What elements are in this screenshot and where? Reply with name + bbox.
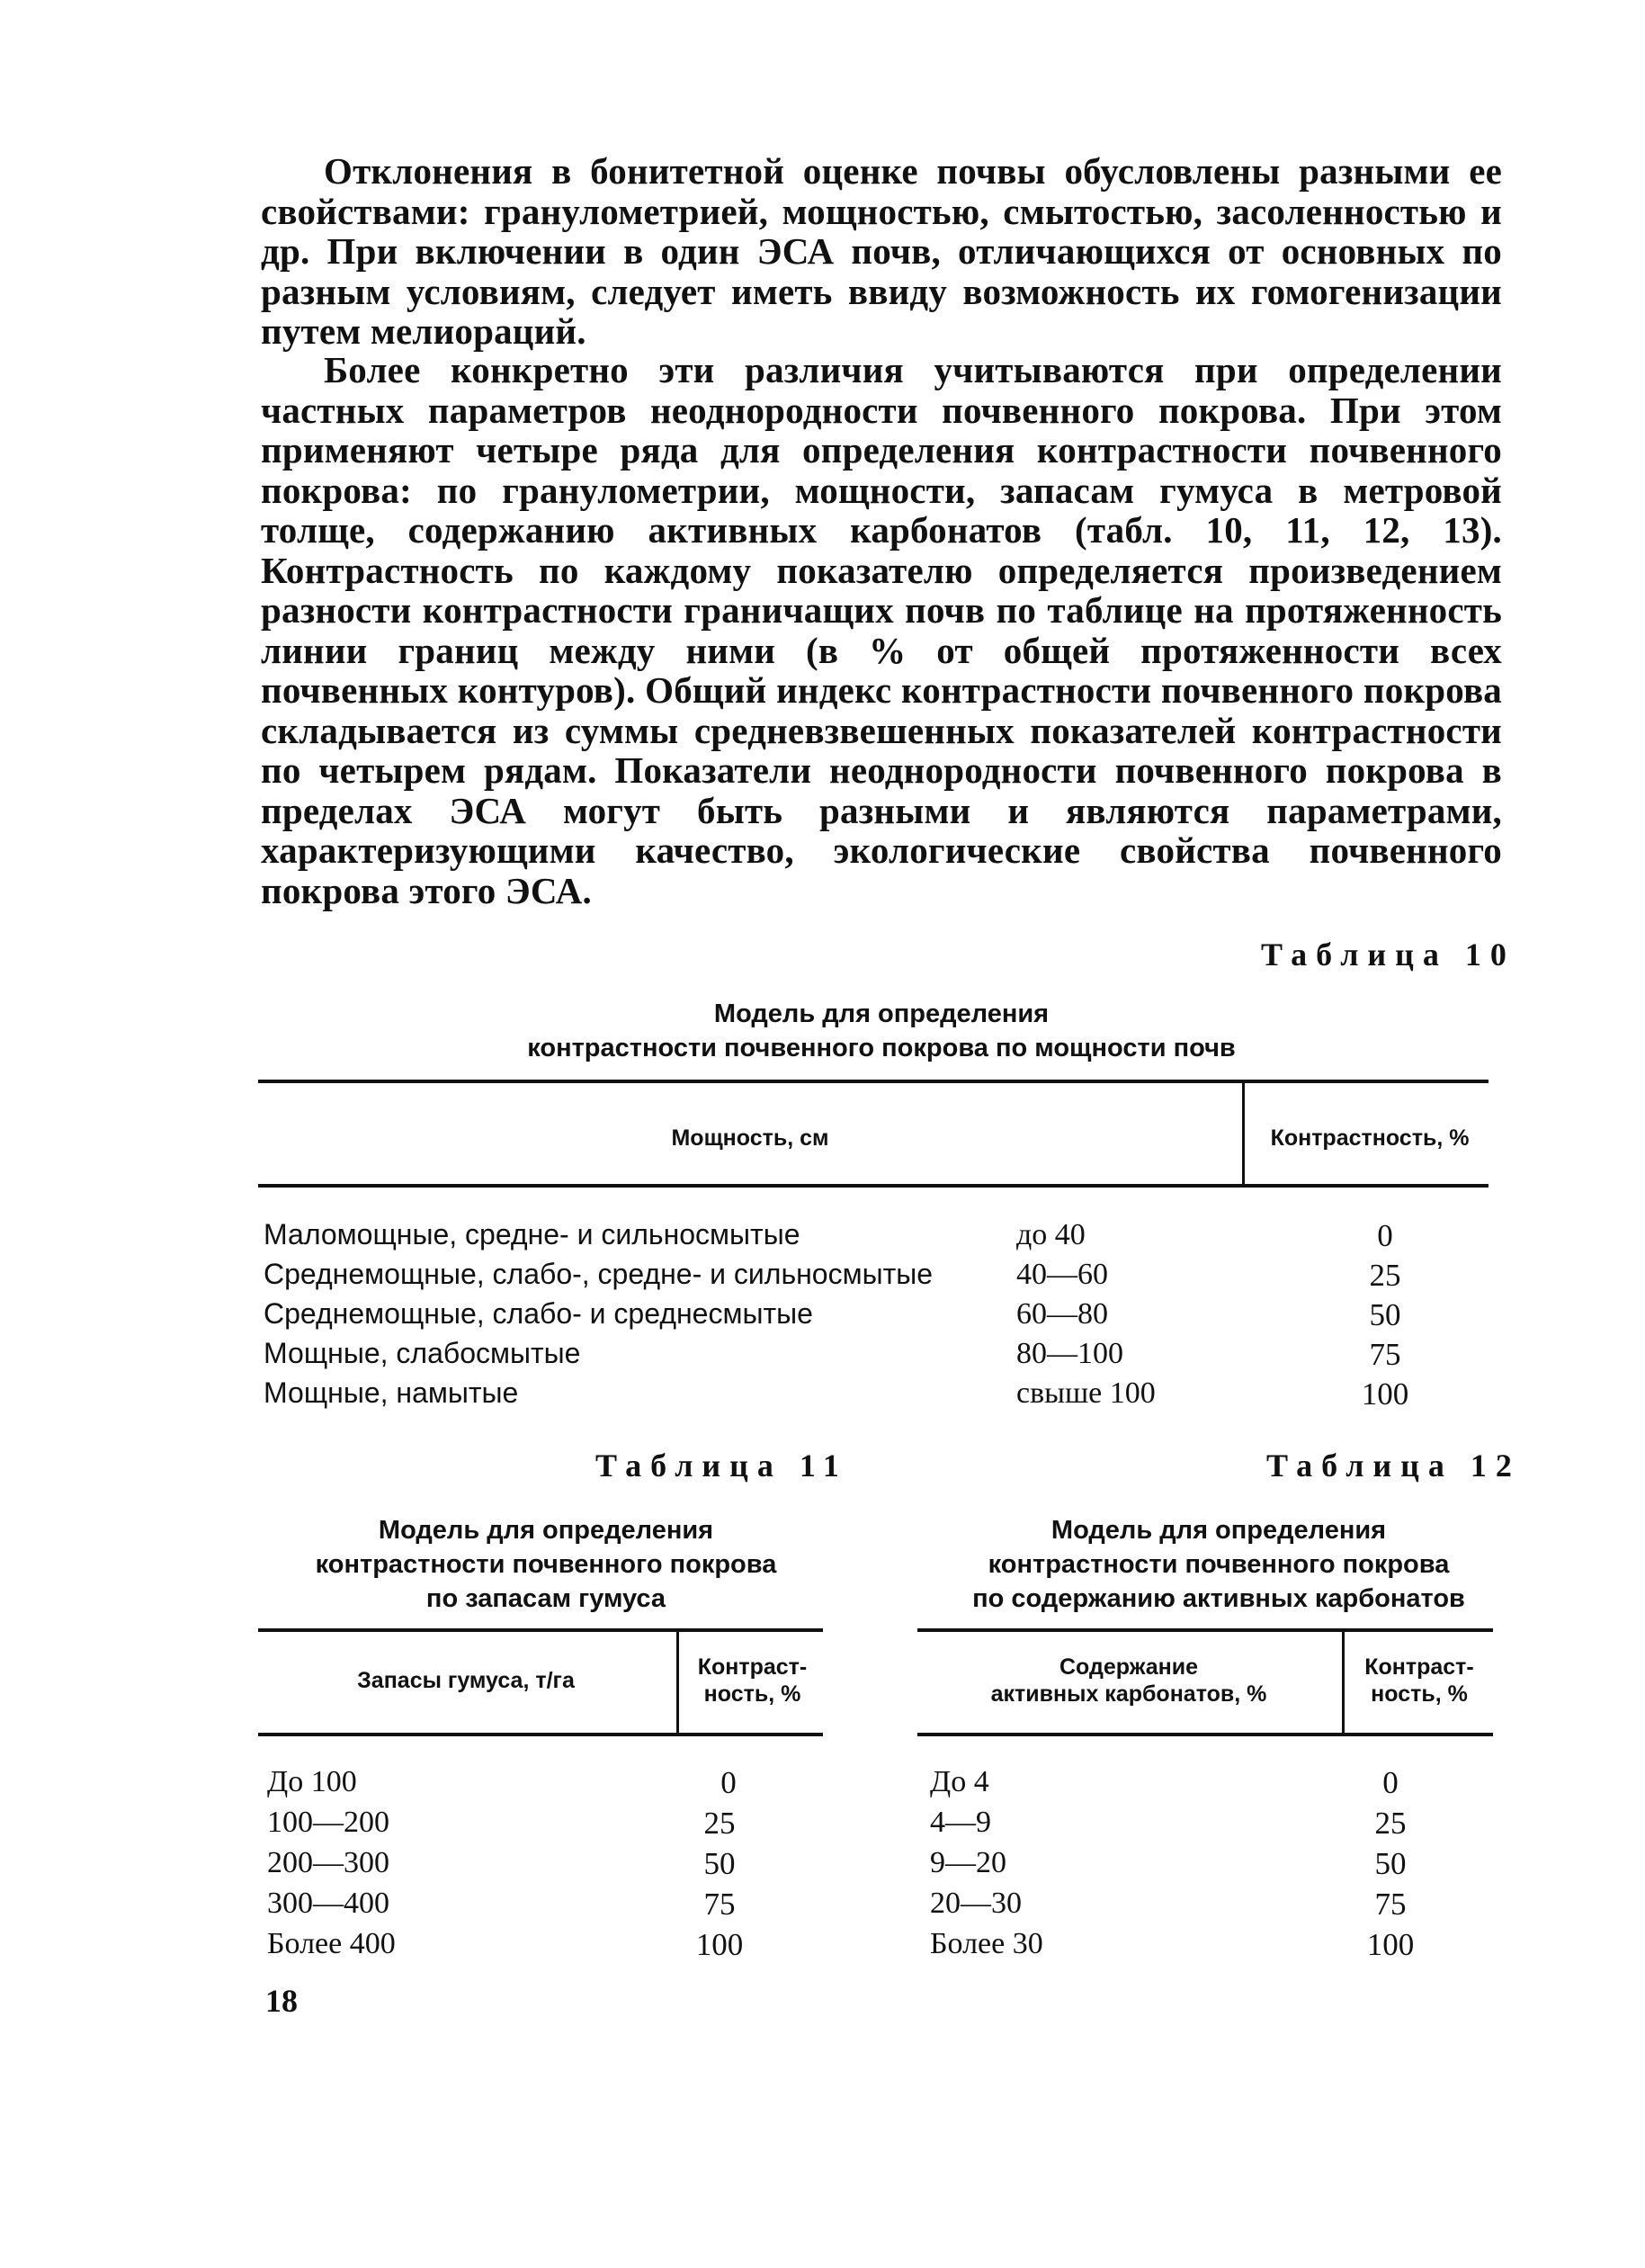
table-11-row-value: 0 <box>720 1765 737 1800</box>
table-10-row-name: Мощные, слабосмытые <box>264 1337 581 1369</box>
table-12-row-range: 4—9 <box>930 1806 991 1839</box>
table-11-row-range: 100—200 <box>267 1806 389 1839</box>
table-12-row-range: До 4 <box>930 1765 989 1798</box>
table-11-title-line2: контрастности почвенного покрова <box>315 1550 777 1579</box>
table-12-row-value: 25 <box>1374 1806 1407 1841</box>
table-12-col1-header-line2: активных карбонатов, % <box>990 1681 1267 1707</box>
table-12-col1-header-line1: Содержание <box>1059 1654 1199 1680</box>
table-12-row-value: 75 <box>1374 1887 1407 1922</box>
table-11-row-value: 100 <box>695 1927 744 1962</box>
table-11-row-value: 50 <box>703 1846 736 1881</box>
table-10-row-name: Среднемощные, слабо- и среднесмытые <box>264 1297 813 1330</box>
table-11-header-divider <box>676 1632 679 1733</box>
table-12-col2-header-line1: Контраст- <box>1364 1654 1474 1680</box>
table-12-title <box>908 1513 1529 1616</box>
table-10-row-range: свыше 100 <box>1016 1376 1156 1410</box>
table-12-row-value: 50 <box>1374 1846 1407 1881</box>
table-10-title-line2: контрастности почвенного покрова по мощности почв <box>527 1034 1236 1062</box>
table-11-top-rule <box>258 1628 823 1632</box>
table-11-row-range: До 100 <box>267 1765 357 1798</box>
table-12-row-range: 20—30 <box>930 1887 1022 1920</box>
table-11-row-value: 25 <box>703 1806 736 1841</box>
paragraph-2: Более конкретно эти различия учитываются при определении частных параметров неоднородности почвенного покрова. При этом применяют четыре ряда для определения контрастности почвенного покрова: по гранулометрии, мощности, запасам гумуса в метровой толще, содержанию активных карбонатов (табл. 10, 11, 12, 13). Контрастность по каждому показателю определяется произведением разности контрастности граничащих почв по таблице на протяженность линии границ между ними (в % от общей протяженности всех почвенных контуров). Общий индекс контрастности почвенного покрова складывается из суммы средневзвешенных показателей контрастности по четырем рядам. Показатели неоднородности почвенного покрова в пределах ЭСА могут быть разными и являются параметрами, характеризующими качество, экологические свойства почвенного покрова этого ЭСА. <box>261 349 1502 911</box>
table-12-title-line1: Модель для определения <box>1050 1516 1387 1545</box>
table-12-header-divider <box>1342 1632 1345 1733</box>
table-10-col2-header: Контрастность, % <box>1270 1125 1470 1151</box>
table-12-title-line3: по содержанию активных карбонатов <box>972 1584 1465 1613</box>
table-11-col1-header: Запасы гумуса, т/га <box>357 1668 575 1693</box>
table-12-row-value: 100 <box>1366 1927 1415 1962</box>
table-12-col1-header <box>917 1654 1340 1708</box>
table-10-row-name: Маломощные, средне- и сильносмытые <box>264 1218 800 1251</box>
table-10-row-value: 0 <box>1377 1218 1393 1253</box>
table-11-col2-header-line1: Контраст- <box>697 1654 808 1680</box>
table-11-row-range: 200—300 <box>267 1846 389 1879</box>
table-10-row-value: 50 <box>1369 1297 1401 1332</box>
table-10-label: Таблица 10 <box>1261 937 1515 973</box>
table-10-row-range: 80—100 <box>1016 1337 1123 1370</box>
table-10-row-range: 60—80 <box>1016 1297 1108 1331</box>
table-10-title <box>261 997 1502 1065</box>
table-12-col2-header-line2: ность, % <box>1371 1681 1468 1707</box>
table-10-col1-header: Мощность, см <box>671 1125 829 1151</box>
table-12-header-rule <box>917 1733 1493 1736</box>
table-11-row-range: Более 400 <box>267 1927 396 1960</box>
table-12-row-range: Более 30 <box>930 1927 1043 1960</box>
table-10-header-rule <box>258 1184 1489 1188</box>
page-number: 18 <box>265 1983 298 2019</box>
table-11-row-value: 75 <box>703 1887 736 1922</box>
table-10-row-name: Мощные, намытые <box>264 1376 519 1409</box>
table-12-label: Таблица 12 <box>1266 1448 1521 1484</box>
table-10-row-value: 100 <box>1361 1376 1409 1412</box>
table-11-row-range: 300—400 <box>267 1887 389 1920</box>
table-10-title-line1: Модель для определения <box>713 1000 1050 1028</box>
table-10-header-divider <box>1242 1083 1245 1184</box>
table-11-label: Таблица 11 <box>595 1448 848 1484</box>
table-12-title-line2: контрастности почвенного покрова <box>988 1550 1450 1579</box>
table-10-row-range: 40—60 <box>1016 1258 1108 1291</box>
table-10-row-value: 25 <box>1369 1258 1401 1293</box>
table-12-col2-header <box>1346 1654 1493 1708</box>
table-11-col2-header-line2: ность, % <box>703 1681 801 1707</box>
table-12-top-rule <box>917 1628 1493 1632</box>
table-11-header-rule <box>258 1733 823 1736</box>
table-12-row-value: 0 <box>1382 1765 1399 1800</box>
table-11-title-line1: Модель для определения <box>378 1516 714 1545</box>
table-11-title-line3: по запасам гумуса <box>425 1584 666 1613</box>
table-10-top-rule <box>258 1080 1489 1083</box>
table-12-row-range: 9—20 <box>930 1846 1006 1879</box>
table-10-row-range: до 40 <box>1016 1218 1086 1251</box>
table-11-col2-header <box>682 1654 823 1708</box>
table-11-title <box>258 1513 834 1616</box>
paragraph-1: Отклонения в бонитетной оценке почвы обусловлены разными ее свойствами: гранулометрией, мощностью, смытостью, засоленностью и др. При включении в один ЭСА почв, отличающихся от основных по разным условиям, следует иметь ввиду возможность их гомогенизации путем мелиораций. <box>261 150 1502 352</box>
table-10-row-value: 75 <box>1369 1337 1401 1372</box>
table-10-row-name: Среднемощные, слабо-, средне- и сильносмытые <box>264 1258 934 1290</box>
